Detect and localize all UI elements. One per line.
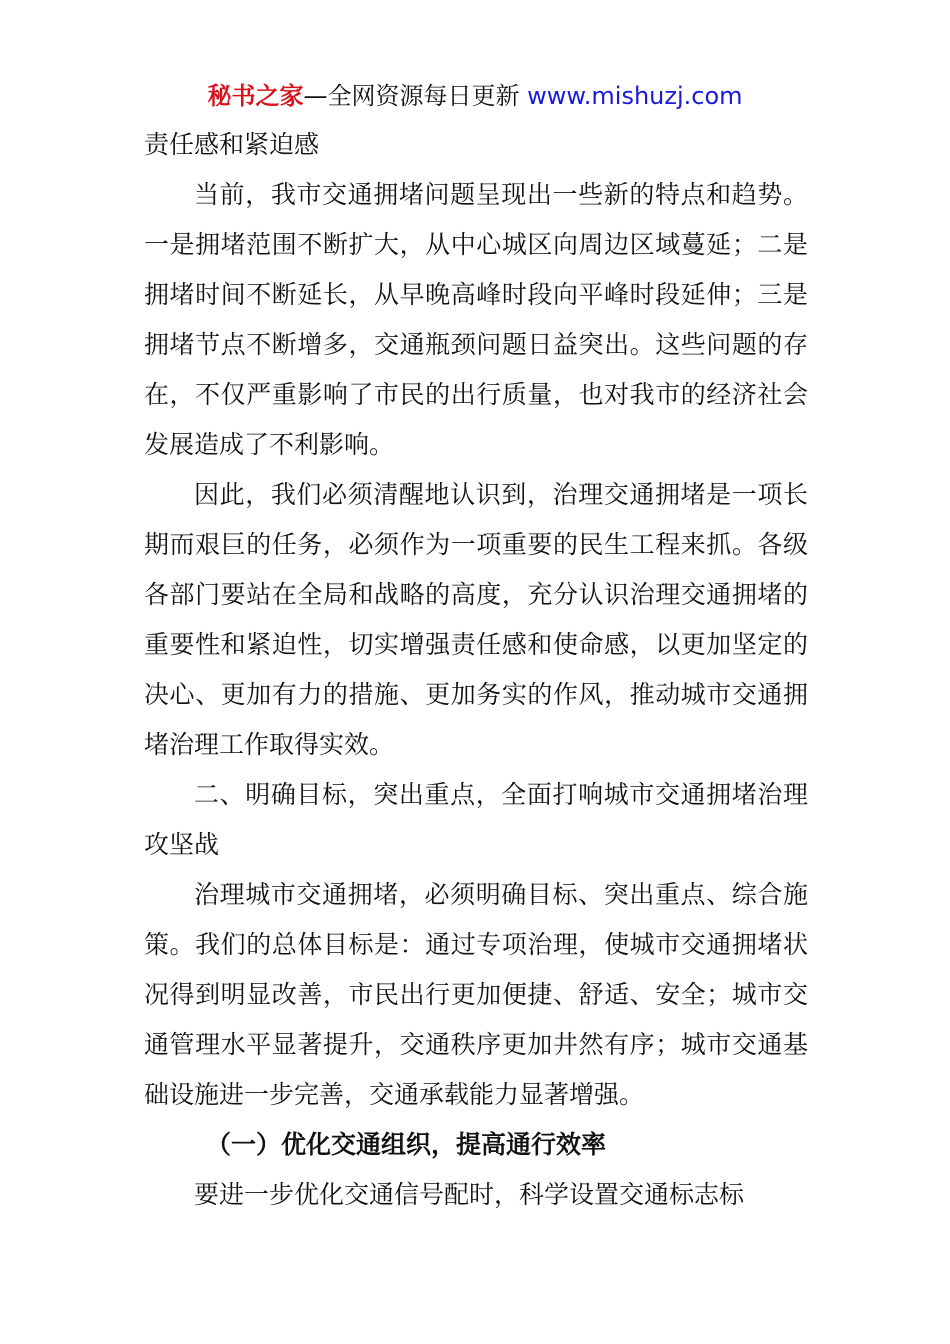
paragraph-continuation: 责任感和紧迫感 xyxy=(144,130,320,159)
document-body xyxy=(144,120,808,1220)
header-tagline: —全网资源每日更新 xyxy=(303,82,528,110)
site-header xyxy=(0,80,950,112)
brand-name: 秘书之家 xyxy=(207,82,304,110)
subsection-heading: （一）优化交通组织，提高通行效率 xyxy=(206,1130,607,1159)
section-heading: 二、明确目标，突出重点，全面打响城市交通拥堵治理攻坚战 xyxy=(144,780,808,859)
paragraph: 要进一步优化交通信号配时，科学设置交通标志标 xyxy=(194,1180,745,1209)
paragraph: 治理城市交通拥堵，必须明确目标、突出重点、综合施策。我们的总体目标是：通过专项治理，使城市交通拥堵状况得到明显改善，市民出行更加便捷、舒适、安全；城市交通管理水平显著提升，交通秩序更加井然有序；城市交通基础设施进一步完善，交通承载能力显著增强。 xyxy=(144,880,808,1109)
site-url-link[interactable]: www.mishuzj.com xyxy=(527,82,743,110)
paragraph: 因此，我们必须清醒地认识到，治理交通拥堵是一项长期而艰巨的任务，必须作为一项重要的民生工程来抓。各级各部门要站在全局和战略的高度，充分认识治理交通拥堵的重要性和紧迫性，切实增强责任感和使命感，以更加坚定的决心、更加有力的措施、更加务实的作风，推动城市交通拥堵治理工作取得实效。 xyxy=(144,480,808,759)
paragraph: 当前，我市交通拥堵问题呈现出一些新的特点和趋势。一是拥堵范围不断扩大，从中心城区向周边区域蔓延；二是拥堵时间不断延长，从早晚高峰时段向平峰时段延伸；三是拥堵节点不断增多，交通瓶颈问题日益突出。这些问题的存在，不仅严重影响了市民的出行质量，也对我市的经济社会发展造成了不利影响。 xyxy=(144,180,808,459)
